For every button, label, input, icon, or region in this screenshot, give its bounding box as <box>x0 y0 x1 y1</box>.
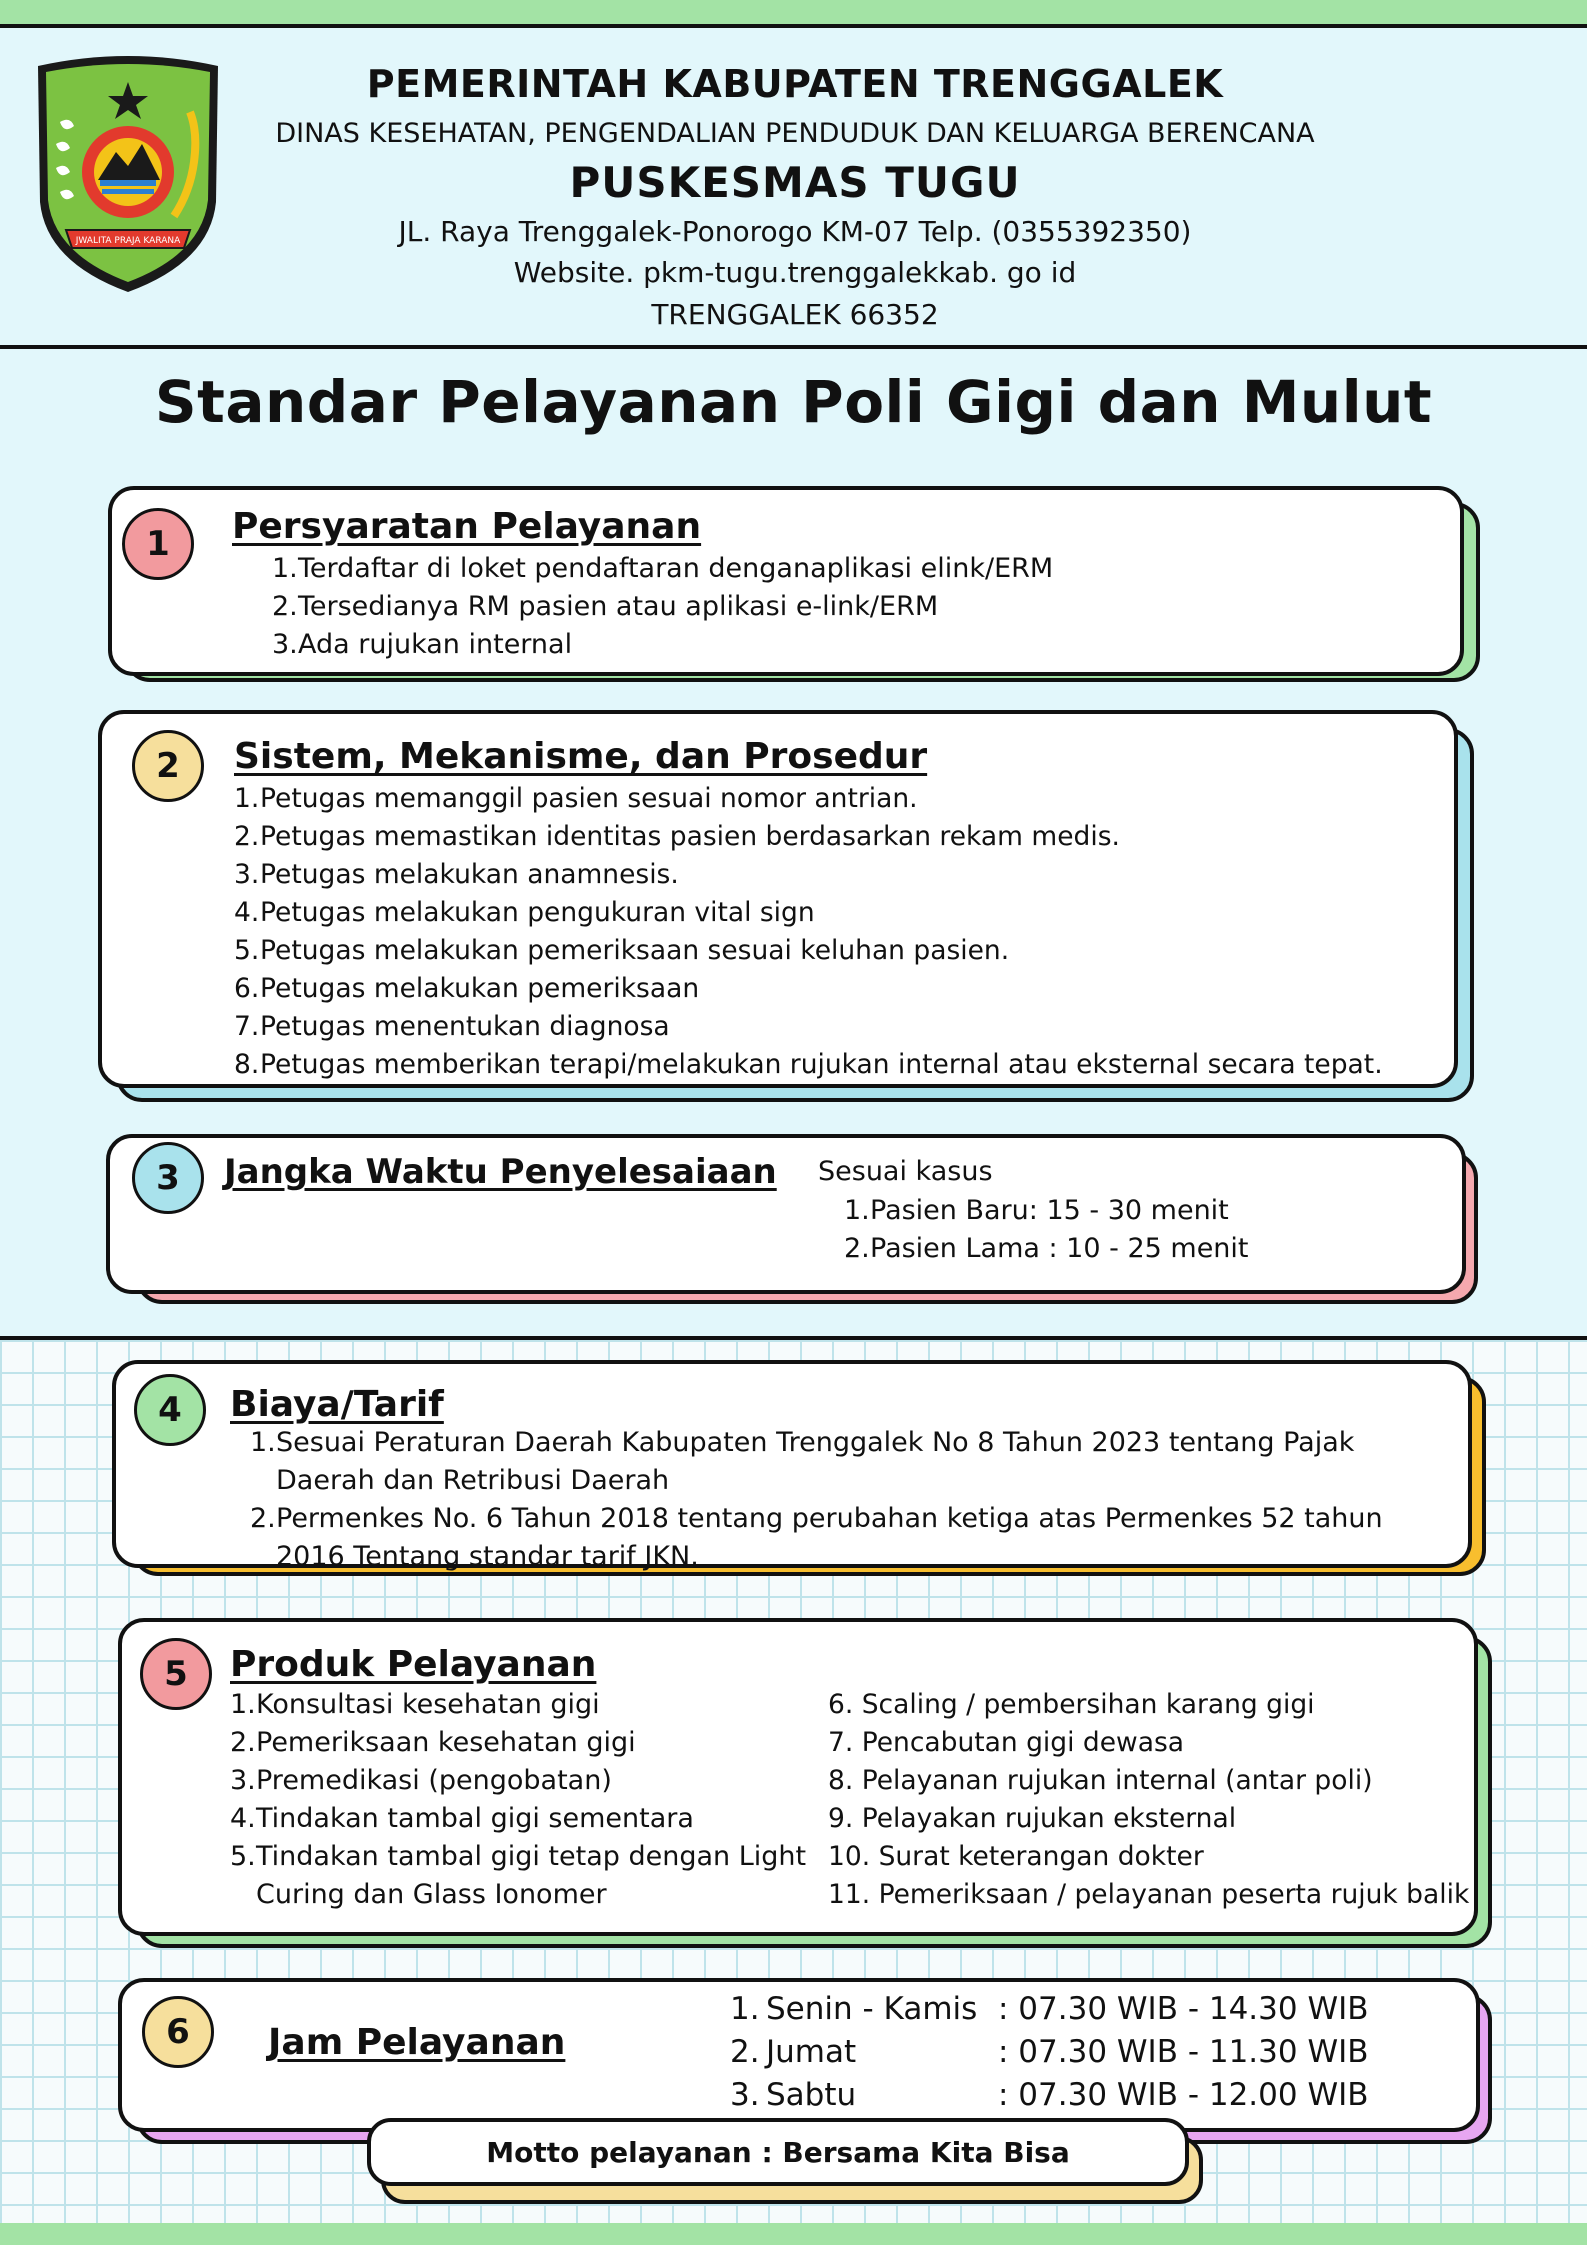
list-item: 6.Petugas melakukan pemeriksaan <box>234 973 700 1004</box>
list-item: 7.Petugas menentukan diagnosa <box>234 1011 670 1042</box>
section-6-card <box>118 1978 1480 2132</box>
section-3-number-badge: 3 <box>132 1142 204 1214</box>
list-item: 2. Permenkes No. 6 Tahun 2018 tentang perubahan ketiga atas Permenkes 52 tahun 2016 Tentang standar tarif JKN. <box>250 1503 1383 1572</box>
section-1-number-badge: 1 <box>122 508 194 580</box>
section-3-title: Jangka Waktu Penyelesaiaan <box>224 1152 777 1192</box>
list-item: 11. Pemeriksaan / pelayanan peserta rujuk balik <box>828 1879 1470 1910</box>
schedule-row: 1. Senin - Kamis : 07.30 WIB - 14.30 WIB <box>730 1991 1369 2027</box>
schedule-row: 2. Jumat : 07.30 WIB - 11.30 WIB <box>730 2034 1369 2070</box>
section-6-title: Jam Pelayanan <box>268 2022 566 2063</box>
list-item: 3. Premedikasi (pengobatan) <box>230 1765 612 1796</box>
section-4-card <box>112 1360 1472 1572</box>
list-item: 3.Ada rujukan internal <box>272 629 573 660</box>
list-item: 1. Konsultasi kesehatan gigi <box>230 1689 600 1720</box>
header-address: JL. Raya Trenggalek-Ponorogo KM-07 Telp. (0355392350) <box>398 215 1192 248</box>
schedule-row: 3. Sabtu : 07.30 WIB - 12.00 WIB <box>730 2077 1369 2113</box>
list-item: 4.Petugas melakukan pengukuran vital sign <box>234 897 815 928</box>
list-item: 5. Tindakan tambal gigi tetap dengan Light Curing dan Glass Ionomer <box>230 1841 807 1910</box>
section-5-list-left <box>230 1686 810 1914</box>
section-4-title: Biaya/Tarif <box>230 1384 444 1425</box>
trenggalek-regency-logo <box>30 52 226 298</box>
section-5-number-badge: 5 <box>140 1638 212 1710</box>
section-2-number-badge: 2 <box>132 730 204 802</box>
section-2-list <box>234 780 1383 1084</box>
logo-motto-text: JWALITA PRAJA KARANA <box>75 236 181 246</box>
top-accent-bar <box>0 0 1587 28</box>
list-item: 6. Scaling / pembersihan karang gigi <box>828 1689 1315 1720</box>
header-puskesmas: PUSKESMAS TUGU <box>569 158 1021 207</box>
list-item: 8.Petugas memberikan terapi/melakukan rujukan internal atau eksternal secara tepat. <box>234 1049 1383 1080</box>
section-2-title: Sistem, Mekanisme, dan Prosedur <box>234 736 928 777</box>
section-6-number-badge: 6 <box>142 1996 214 2068</box>
section-1-card <box>108 486 1464 676</box>
list-item: 1. Sesuai Peraturan Daerah Kabupaten Trenggalek No 8 Tahun 2023 tentang Pajak Daerah dan Retribusi Daerah <box>250 1427 1355 1496</box>
list-item: 2. Pemeriksaan kesehatan gigi <box>230 1727 636 1758</box>
section-3-list <box>844 1192 1249 1268</box>
section-1-title: Persyaratan Pelayanan <box>232 506 702 547</box>
section-3-card <box>106 1134 1466 1294</box>
header-website: Website. pkm-tugu.trenggalekkab. go id <box>513 256 1077 289</box>
section-2-card <box>98 710 1458 1088</box>
header-divider <box>0 345 1587 349</box>
section-6-schedule <box>730 1988 1369 2117</box>
section-5-card <box>118 1618 1478 1936</box>
list-item: 9. Pelayakan rujukan eksternal <box>828 1803 1237 1834</box>
header-government: PEMERINTAH KABUPATEN TRENGGALEK <box>366 62 1224 106</box>
list-item: 2.Pasien Lama : 10 - 25 menit <box>844 1233 1249 1264</box>
motto-banner: Motto pelayanan : Bersama Kita Bisa <box>367 2118 1189 2186</box>
bottom-accent-bar <box>0 2223 1587 2245</box>
section-1-list <box>272 550 1053 664</box>
list-item: 5.Petugas melakukan pemeriksaan sesuai keluhan pasien. <box>234 935 1010 966</box>
list-item: 8. Pelayanan rujukan internal (antar poli) <box>828 1765 1373 1796</box>
section-4-list <box>250 1424 1410 1576</box>
list-item: 3.Petugas melakukan anamnesis. <box>234 859 679 890</box>
list-item: 4. Tindakan tambal gigi sementara <box>230 1803 694 1834</box>
list-item: 1.Pasien Baru: 15 - 30 menit <box>844 1195 1229 1226</box>
list-item: 7. Pencabutan gigi dewasa <box>828 1727 1184 1758</box>
section-3-intro: Sesuai kasus <box>818 1156 993 1187</box>
list-item: 2.Tersedianya RM pasien atau aplikasi e-link/ERM <box>272 591 939 622</box>
section-5-list-right <box>828 1686 1469 1914</box>
list-item: 10. Surat keterangan dokter <box>828 1841 1204 1872</box>
header-department: DINAS KESEHATAN, PENGENDALIAN PENDUDUK DAN KELUARGA BERENCANA <box>275 118 1315 149</box>
page-title: Standar Pelayanan Poli Gigi dan Mulut <box>154 368 1433 436</box>
list-item: 1.Terdaftar di loket pendaftaran denganaplikasi elink/ERM <box>272 553 1054 584</box>
section-4-number-badge: 4 <box>134 1374 206 1446</box>
header-city: TRENGGALEK 66352 <box>651 298 939 331</box>
section-5-title: Produk Pelayanan <box>230 1644 597 1685</box>
list-item: 1.Petugas memanggil pasien sesuai nomor antrian. <box>234 783 918 814</box>
list-item: 2.Petugas memastikan identitas pasien berdasarkan rekam medis. <box>234 821 1120 852</box>
